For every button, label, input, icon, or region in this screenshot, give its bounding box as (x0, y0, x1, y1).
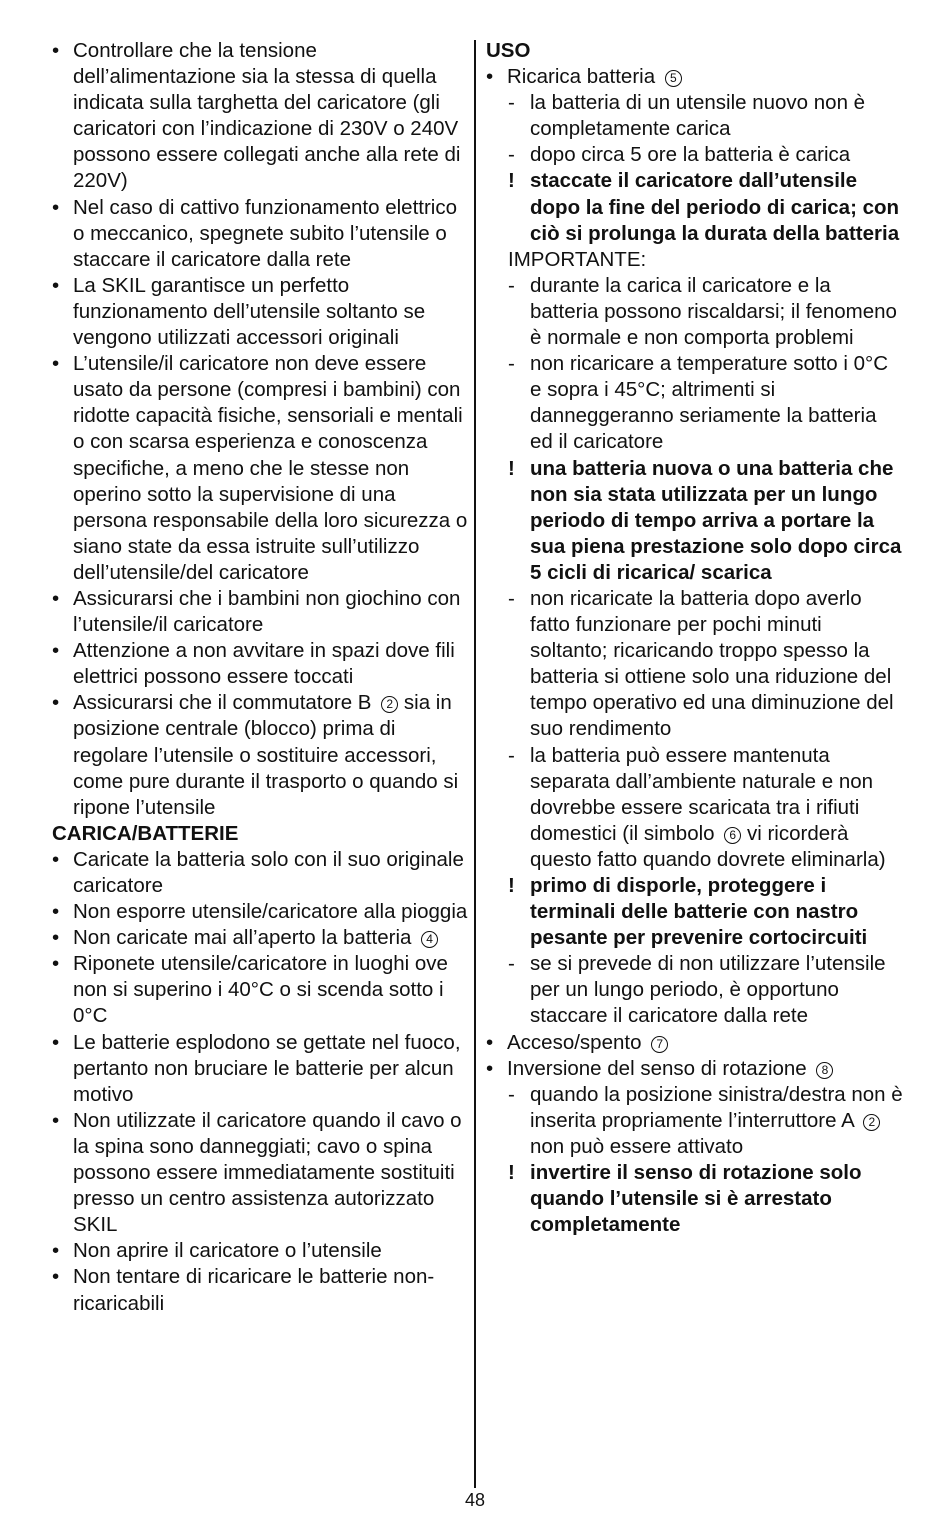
list-item-text: Caricate la batteria solo con il suo originale caricatore (73, 847, 464, 897)
exclamation-icon: ! (508, 1161, 515, 1185)
section-heading-carica: CARICA/BATTERIE (52, 821, 239, 845)
sub-item-text: vi ricorderà questo fatto quando dovrete eliminarla) (530, 821, 886, 871)
bullet-icon: • (52, 1239, 60, 1263)
right-column (486, 38, 904, 1238)
figure-ref-circle: 2 (863, 1114, 880, 1131)
warning-text: una batteria nuova o una batteria che non sia stata utilizzata per un lungo periodo di tempo arriva a portare la sua piena prestazione solo dopo circa 5 cicli di ricarica/ scarica (530, 456, 902, 584)
warning-text: staccate il caricatore dall’utensile dopo la fine del periodo di carica; con ciò si prolunga la durata della batteria (530, 169, 900, 245)
bullet-icon: • (52, 273, 60, 297)
dash-icon: - (508, 91, 515, 115)
list-item-text: Inversione del senso di rotazione (507, 1056, 807, 1080)
list-item (486, 1030, 904, 1056)
bullet-icon: • (52, 39, 60, 62)
list-item-text: Non esporre utensile/caricatore alla pioggia (73, 900, 468, 924)
list-item (52, 38, 470, 195)
figure-ref-circle: 6 (724, 827, 741, 844)
list-item-text: La SKIL garantisce un perfetto funzionamento dell’utensile soltanto se vengono utilizzati accessori originali (73, 273, 426, 350)
bullet-icon: • (52, 691, 60, 715)
sub-item-text: quando la posizione sinistra/destra non è inserita propriamente l’interruttore A (530, 1082, 903, 1132)
list-item-text: Non aprire il caricatore o l’utensile (73, 1239, 382, 1263)
list-item (52, 273, 470, 351)
figure-ref-circle: 2 (381, 696, 398, 713)
bullet-icon: • (52, 952, 60, 976)
list-item-text: Attenzione a non avvitare in spazi dove fili elettrici possono essere toccati (73, 639, 455, 689)
warning-item (486, 1160, 904, 1238)
dash-icon: - (508, 352, 515, 376)
dash-icon: - (508, 143, 515, 167)
dash-icon: - (508, 952, 515, 976)
sub-item-text: la batteria di un utensile nuovo non è completamente carica (530, 91, 866, 141)
dash-icon: - (508, 586, 515, 610)
figure-ref-circle: 4 (421, 931, 438, 948)
figure-ref-circle: 7 (651, 1036, 668, 1053)
list-item (52, 1108, 470, 1238)
list-item (52, 586, 470, 638)
list-item-text: Ricarica batteria (507, 65, 656, 89)
warning-text: primo di disporle, proteggere i terminali delle batterie con nastro pesante per prevenire cortocircuiti (530, 874, 868, 950)
list-item (52, 1264, 470, 1316)
sub-item (486, 90, 904, 142)
list-item-text: Non caricate mai all’aperto la batteria (73, 926, 412, 950)
sub-item (486, 351, 904, 455)
bullet-icon: • (52, 639, 60, 663)
sub-item-text: se si prevede di non utilizzare l’utensile per un lungo periodo, è opportuno staccare il caricatore dalla rete (530, 952, 886, 1028)
bullet-icon: • (52, 847, 60, 871)
bullet-icon: • (52, 1030, 60, 1054)
bullet-icon: • (52, 900, 60, 924)
warning-item (486, 873, 904, 951)
bullet-icon: • (486, 1030, 494, 1054)
sub-item (486, 142, 904, 168)
list-item (52, 638, 470, 690)
sub-item-text: la batteria può essere mantenuta separata dall’ambiente naturale e non dovrebbe essere scaricata tra i rifiuti domestici (il simbolo (530, 743, 874, 845)
figure-ref-circle: 5 (665, 70, 682, 87)
bullet-icon: • (52, 195, 60, 219)
column-divider (474, 40, 476, 1488)
list-item-text: Nel caso di cattivo funzionamento elettrico o meccanico, spegnete subito l’utensile o staccare il caricatore dalla rete (73, 195, 458, 271)
list-item (52, 351, 470, 586)
dash-icon: - (508, 743, 515, 767)
dash-icon: - (508, 273, 515, 297)
list-item (486, 64, 904, 90)
sub-item (486, 586, 904, 743)
figure-ref-circle: 8 (816, 1062, 833, 1079)
sub-item-text: non può essere attivato (530, 1134, 744, 1158)
bullet-icon: • (52, 1108, 60, 1132)
bullet-icon: • (52, 352, 60, 376)
list-item (52, 195, 470, 273)
exclamation-icon: ! (508, 456, 515, 480)
list-item-text: Non tentare di ricaricare le batterie non-ricaricabili (73, 1265, 435, 1315)
list-item (52, 1238, 470, 1264)
list-item-text: Assicurarsi che il commutatore B (73, 691, 372, 715)
sub-item-text: non ricaricare a temperature sotto i 0°C e sopra i 45°C; altrimenti si danneggeranno seriamente la batteria ed il caricatore (530, 352, 888, 454)
sub-item (486, 1082, 904, 1160)
sub-item-text: durante la carica il caricatore e la batteria possono riscaldarsi; il fenomeno è normale e non comporta problemi (530, 273, 897, 350)
bullet-icon: • (486, 65, 494, 89)
bullet-icon: • (52, 586, 60, 610)
list-item-text: Le batterie esplodono se gettate nel fuoco, pertanto non bruciare le batterie per alcun motivo (73, 1030, 461, 1106)
list-item-text: sia in posizione centrale (blocco) prima di regolare l’utensile o sostituire accessori, come pure durante il trasporto o quando si ripone l’utensile (73, 691, 459, 819)
list-item-text: Non utilizzate il caricatore quando il cavo o la spina sono danneggiati; cavo o spina possono essere immediatamente sostituiti presso un centro assistenza autorizzato SKIL (73, 1108, 462, 1237)
list-item (486, 1056, 904, 1082)
list-item (52, 847, 470, 899)
sub-item (486, 743, 904, 873)
dash-icon: - (508, 1082, 515, 1106)
list-item-text: Acceso/spento (507, 1030, 642, 1054)
importante-label: IMPORTANTE: (508, 247, 647, 271)
list-item (52, 925, 470, 951)
list-item-text: L’utensile/il caricatore non deve essere usato da persone (compresi i bambini) con ridotte capacità fisiche, sensoriali e mentali o con scarsa esperienza e conoscenza specifiche, a meno che le stesse non operino sotto la supervisione di una persona responsabile della loro sicurezza o siano state da essa istruite sull’utilizzo dell’utensile/del caricatore (73, 352, 468, 584)
list-item-text: Riponete utensile/caricatore in luoghi ove non si superino i 40°C o si scenda sotto i 0°C (73, 952, 448, 1028)
list-item (52, 899, 470, 925)
list-item-text: Assicurarsi che i bambini non giochino con l’utensile/il caricatore (73, 586, 461, 637)
left-column (52, 38, 470, 1317)
section-heading-uso: USO (486, 39, 531, 62)
sub-item (486, 951, 904, 1029)
bullet-icon: • (486, 1056, 494, 1080)
list-item (52, 951, 470, 1029)
exclamation-icon: ! (508, 169, 515, 193)
page-number: 48 (464, 1490, 486, 1510)
list-item-text: Controllare che la tensione dell’alimentazione sia la stessa di quella indicata sulla targhetta del caricatore (gli caricatori con l’indicazione di 230V o 240V possono essere collegati anche alla rete di 220V) (73, 39, 461, 193)
sub-item (486, 273, 904, 351)
warning-text: invertire il senso di rotazione solo quando l’utensile si è arrestato completamente (530, 1161, 862, 1237)
list-item (52, 1030, 470, 1108)
list-item (52, 690, 470, 820)
bullet-icon: • (52, 926, 60, 950)
warning-item (486, 456, 904, 586)
sub-item-text: non ricaricate la batteria dopo averlo fatto funzionare per pochi minuti soltanto; ricaricando troppo spesso la batteria si ottiene solo una riduzione del tempo operativo ed una diminuzione del suo rendimento (530, 586, 894, 741)
exclamation-icon: ! (508, 874, 515, 897)
sub-item-text: dopo circa 5 ore la batteria è carica (530, 143, 851, 167)
bullet-icon: • (52, 1265, 60, 1289)
warning-item (486, 168, 904, 246)
